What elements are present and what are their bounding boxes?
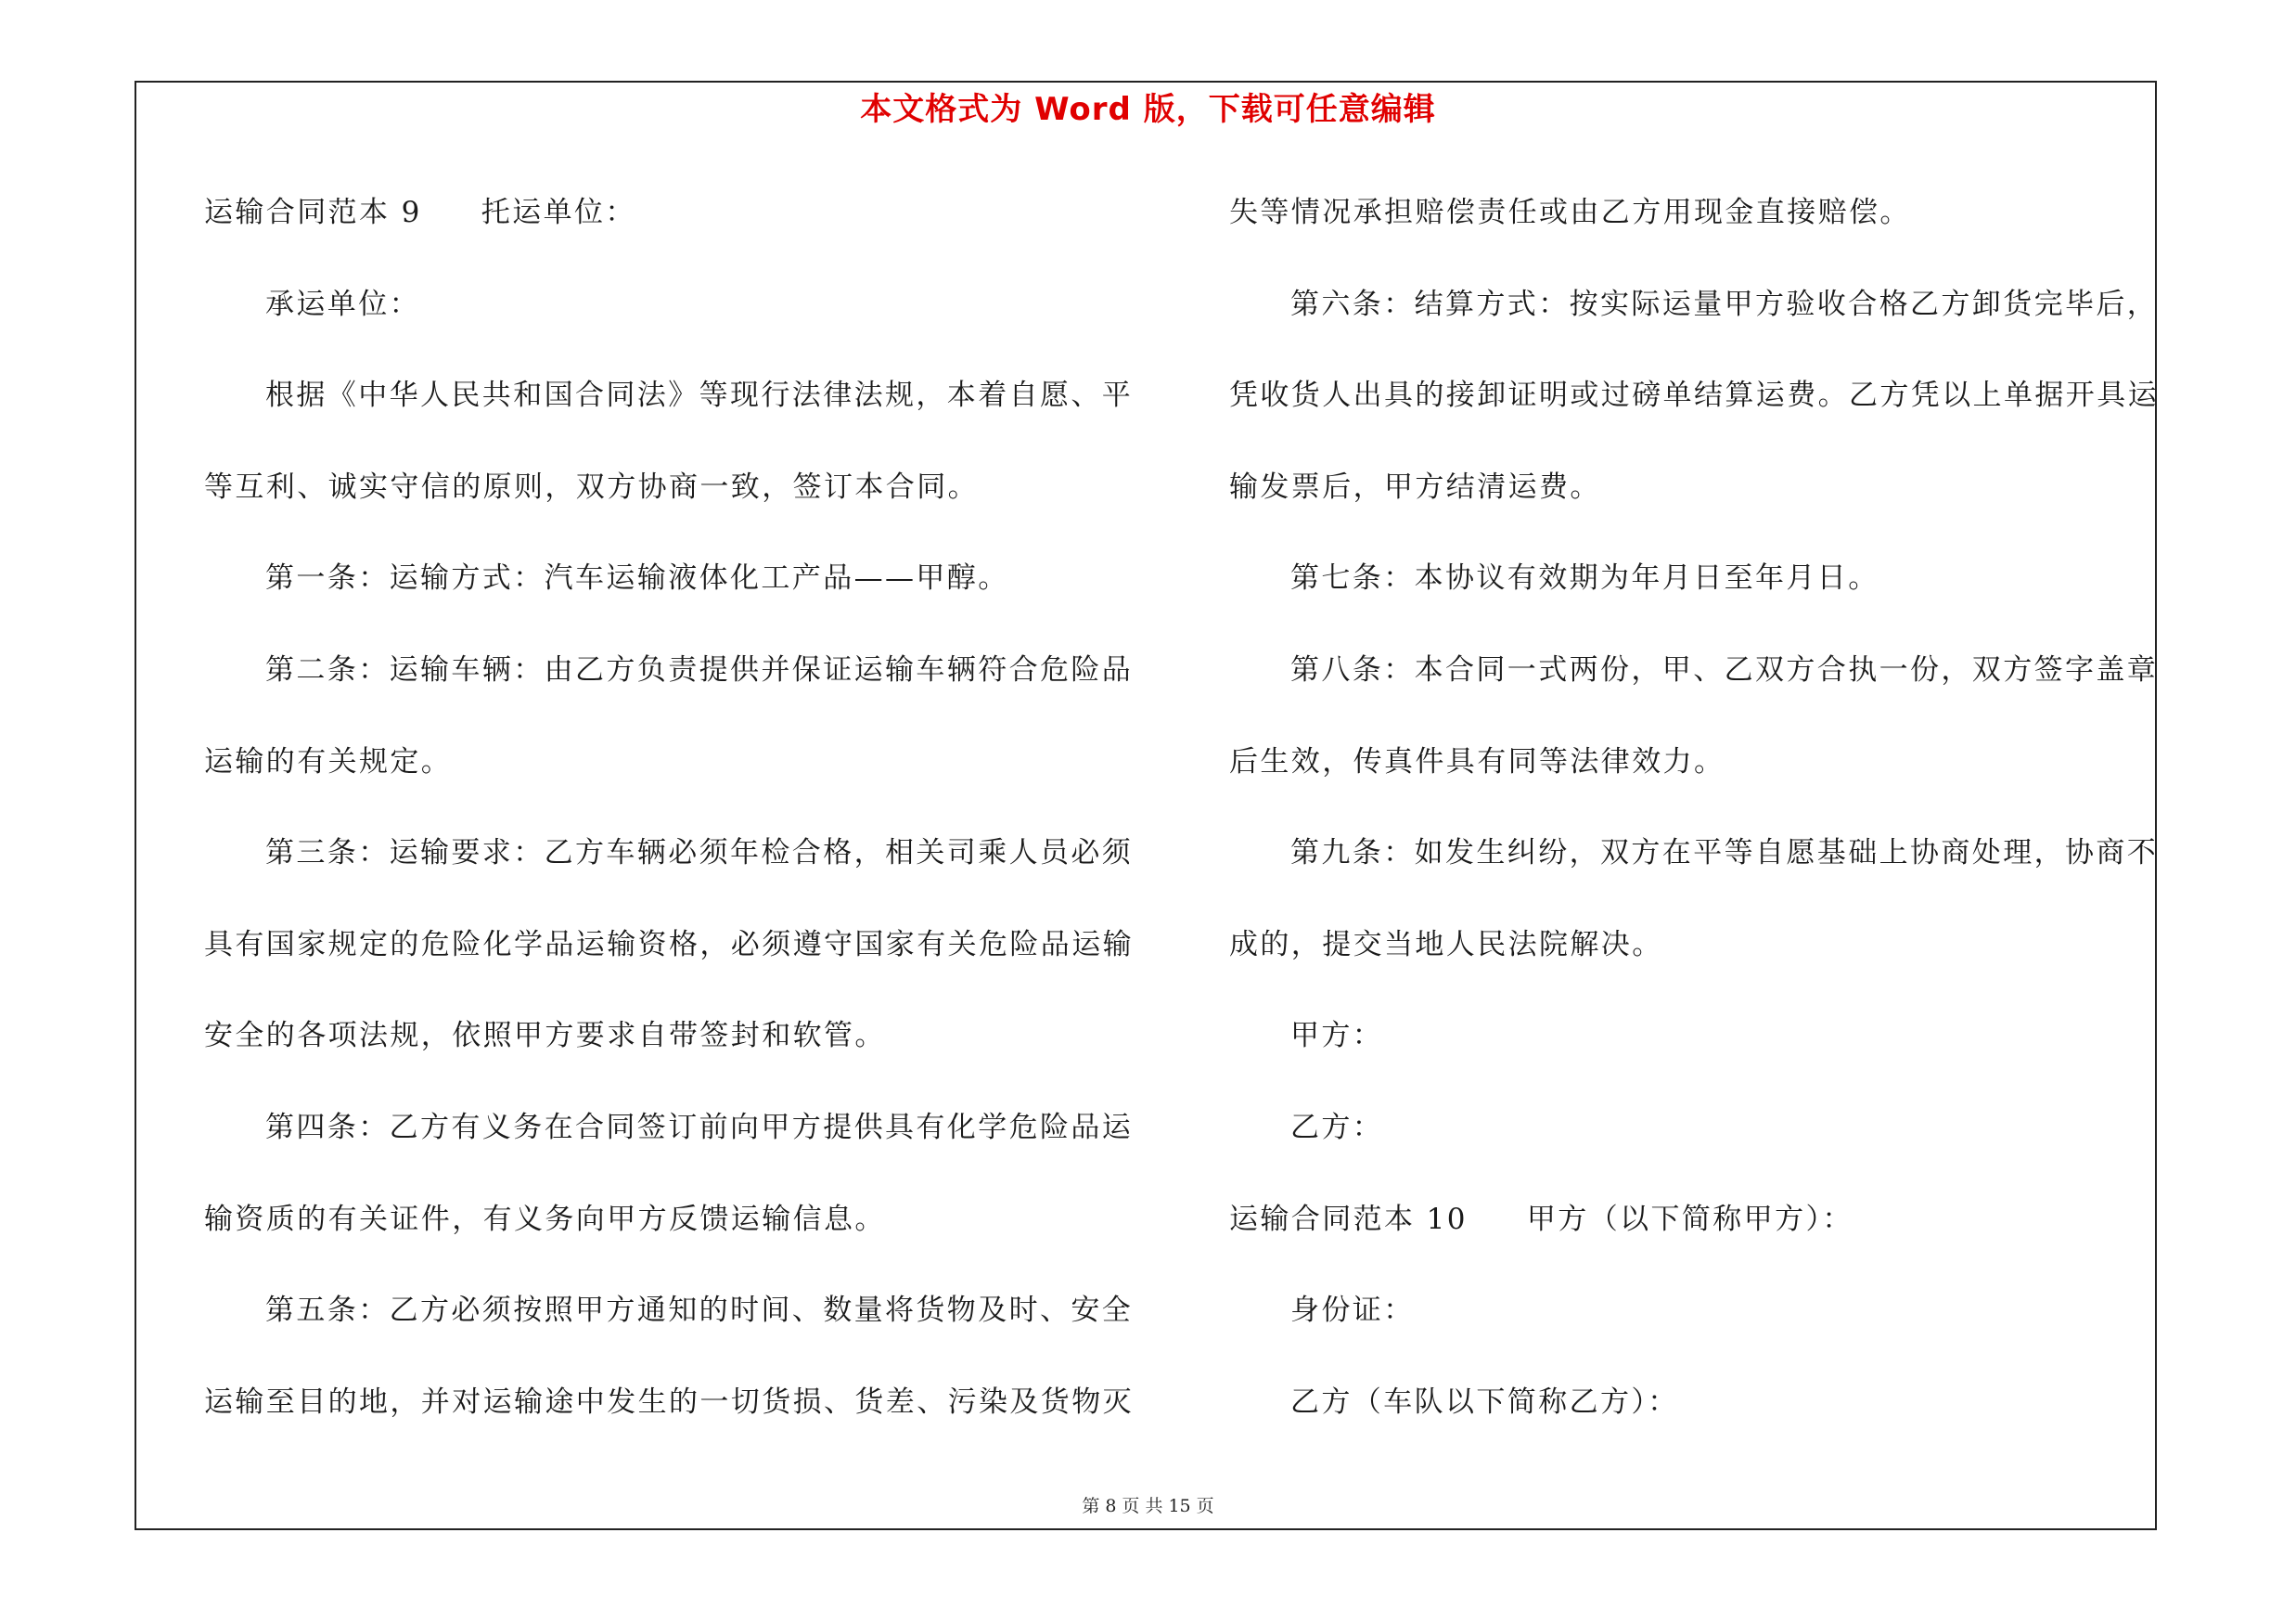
line-text: 后生效，传真件具有同等法律效力。 <box>1229 744 1725 779</box>
line-text: 身份证： <box>1290 1294 1415 1328</box>
paragraph-line <box>204 832 1193 873</box>
line-text: 第八条：本合同一式两份，甲、乙双方合执一份，双方签字盖章 <box>1290 653 2159 687</box>
line-text: 乙方： <box>1290 1111 1384 1144</box>
paragraph-line <box>204 1382 1132 1423</box>
paragraph-line <box>1229 924 2157 965</box>
line-text: 具有国家规定的危险化学品运输资格，必须遵守国家有关危险品运输 <box>204 927 1134 961</box>
line-text: 第九条：如发生纠纷，双方在平等自愿基础上协商处理，协商不 <box>1290 836 2159 870</box>
paragraph-line <box>1229 741 2157 782</box>
line-text: 第六条：结算方式：按实际运量甲方验收合格乙方卸货完毕后， <box>1290 287 2159 321</box>
line-text: 成的，提交当地人民法院解决。 <box>1229 927 1663 961</box>
line-text: 安全的各项法规，依照甲方要求自带签封和软管。 <box>204 1019 886 1053</box>
paragraph-line <box>204 1199 1132 1240</box>
paragraph-line <box>1229 1382 2218 1423</box>
paragraph-line <box>1229 467 2157 508</box>
paragraph-line <box>1229 1107 2218 1148</box>
paragraph-line <box>204 741 1132 782</box>
heading-party-label: 托运单位： <box>481 196 636 229</box>
line-text: 甲方： <box>1290 1019 1384 1053</box>
paragraph-line <box>1229 832 2218 873</box>
paragraph-line <box>1229 284 2218 325</box>
paragraph-line <box>1229 558 2218 599</box>
format-banner: 本文格式为 Word 版，下载可任意编辑 <box>860 91 1436 128</box>
footer-current-page: 8 <box>1105 1496 1117 1516</box>
line-text: 失等情况承担赔偿责任或由乙方用现金直接赔偿。 <box>1229 196 1911 229</box>
line-text: 输资质的有关证件，有义务向甲方反馈运输信息。 <box>204 1202 886 1236</box>
paragraph-line <box>1229 1015 2218 1056</box>
line-text: 输发票后，甲方结清运费。 <box>1229 470 1601 504</box>
paragraph-line <box>1229 650 2218 690</box>
paragraph-line <box>1229 375 2157 416</box>
footer-suffix: 页 <box>1196 1496 1214 1516</box>
line-text: 运输至目的地，并对运输途中发生的一切货损、货差、污染及货物灭 <box>204 1385 1134 1419</box>
line-text: 运输的有关规定。 <box>204 744 453 779</box>
heading-party-label: 甲方（以下简称甲方）： <box>1526 1202 1853 1236</box>
paragraph-line <box>1229 192 2157 233</box>
paragraph-line <box>204 650 1193 690</box>
page-footer <box>0 1495 2296 1517</box>
section-heading <box>204 192 1132 233</box>
paragraph-line <box>204 1107 1193 1148</box>
line-text: 第二条：运输车辆：由乙方负责提供并保证运输车辆符合危险品 <box>265 653 1134 687</box>
line-text: 等互利、诚实守信的原则，双方协商一致，签订本合同。 <box>204 470 979 504</box>
paragraph-line <box>204 1015 1132 1056</box>
paragraph-line <box>204 558 1193 599</box>
footer-prefix: 第 <box>1082 1496 1100 1516</box>
footer-middle: 页 共 <box>1122 1496 1163 1516</box>
line-text: 根据《中华人民共和国合同法》等现行法律法规，本着自愿、平 <box>265 379 1134 413</box>
line-text: 第七条：本协议有效期为年月日至年月日。 <box>1290 561 1879 596</box>
line-text: 第五条：乙方必须按照甲方通知的时间、数量将货物及时、安全 <box>265 1294 1134 1328</box>
section-heading <box>1229 1199 2157 1240</box>
paragraph-line <box>204 1290 1193 1331</box>
line-text: 凭收货人出具的接卸证明或过磅单结算运费。乙方凭以上单据开具运 <box>1229 379 2159 413</box>
heading-title: 运输合同范本 10 <box>1229 1202 1468 1236</box>
paragraph-line <box>1229 1290 2218 1331</box>
paragraph-line <box>204 924 1132 965</box>
line-text: 乙方（车队以下简称乙方）： <box>1290 1385 1679 1419</box>
paragraph-line <box>204 467 1132 508</box>
line-text: 承运单位： <box>265 287 420 321</box>
line-text: 第三条：运输要求：乙方车辆必须年检合格，相关司乘人员必须 <box>265 836 1134 870</box>
heading-title: 运输合同范本 9 <box>204 196 422 229</box>
line-text: 第一条：运输方式：汽车运输液体化工产品——甲醇。 <box>265 561 1009 596</box>
paragraph-line <box>204 284 1193 325</box>
paragraph-line <box>204 375 1193 416</box>
footer-total-pages: 15 <box>1168 1496 1191 1516</box>
line-text: 第四条：乙方有义务在合同签订前向甲方提供具有化学危险品运 <box>265 1111 1134 1144</box>
